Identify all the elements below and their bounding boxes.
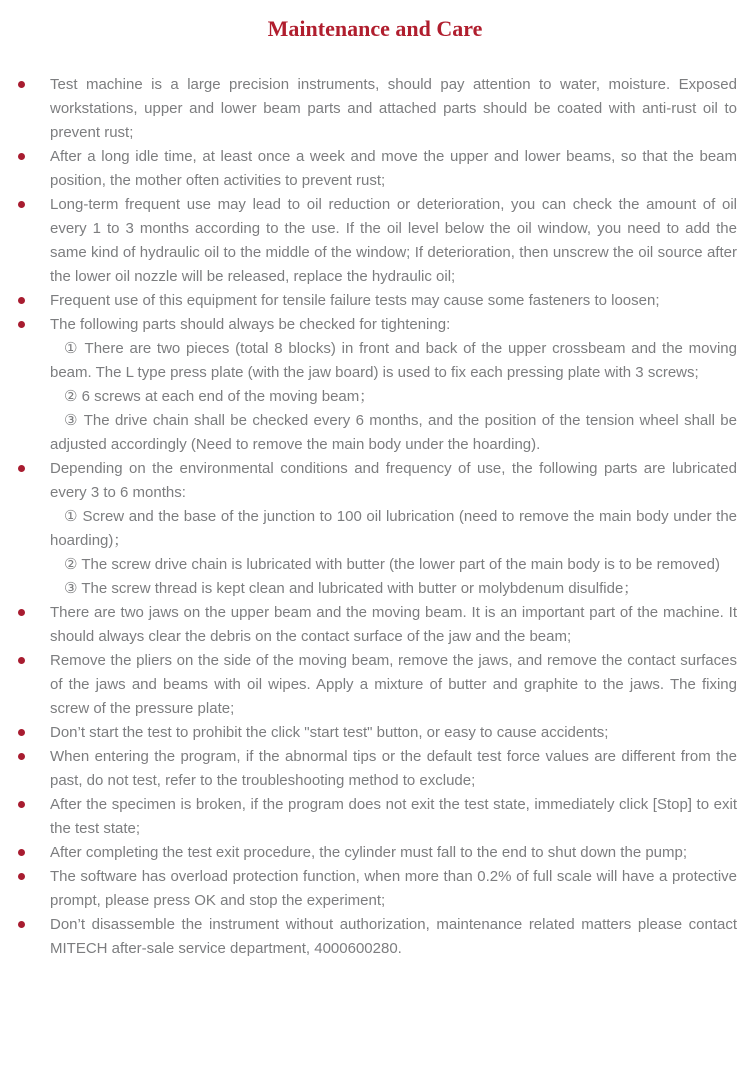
bullet-icon: [18, 609, 25, 616]
bullet-icon: [18, 153, 25, 160]
list-item: [50, 721, 737, 745]
list-item: [50, 793, 737, 841]
bullet-icon: [18, 801, 25, 808]
bullet-icon: [18, 201, 25, 208]
list-subitem: ③ The screw thread is kept clean and lubricated with butter or molybdenum disulfide；: [64, 580, 639, 597]
list-item-text: The software has overload protection function, when more than 0.2% of full scale will have a protective prompt, please press OK and stop the experiment;: [50, 868, 737, 909]
bullet-list: [0, 73, 750, 961]
list-item-text: After completing the test exit procedure, the cylinder must fall to the end to shut down the pump;: [50, 844, 688, 861]
bullet-icon: [18, 849, 25, 856]
list-item-text: Frequent use of this equipment for tensile failure tests may cause some fasteners to loosen;: [50, 292, 660, 309]
page-title: Maintenance and Care: [267, 16, 483, 41]
list-item-text: After a long idle time, at least once a week and move the upper and lower beams, so that the beam position, the mother often activities to prevent rust;: [50, 148, 737, 189]
list-item-text: Don’t disassemble the instrument without authorization, maintenance related matters please contact MITECH after-sale service department, 4000600280.: [50, 916, 737, 957]
bullet-icon: [18, 465, 25, 472]
list-item-text: The following parts should always be checked for tightening:: [50, 316, 451, 333]
list-subitem: ③ The drive chain shall be checked every 6 months, and the position of the tension wheel shall be adjusted accordingly (Need to remove the main body under the hoarding).: [50, 412, 737, 453]
bullet-icon: [18, 753, 25, 760]
list-item: [50, 73, 737, 145]
list-item: [50, 145, 737, 193]
list-item: [50, 289, 737, 313]
list-item: [50, 457, 737, 505]
bullet-icon: [18, 921, 25, 928]
bullet-icon: [18, 729, 25, 736]
list-item: [50, 313, 737, 337]
bullet-icon: [18, 873, 25, 880]
bullet-icon: [18, 657, 25, 664]
list-subitem: ② 6 screws at each end of the moving beam；: [64, 388, 375, 405]
list-item-text: After the specimen is broken, if the program does not exit the test state, immediately click [Stop] to exit the test state;: [50, 796, 737, 837]
list-item: [50, 745, 737, 793]
list-item: [50, 913, 737, 961]
list-subitem: ② The screw drive chain is lubricated with butter (the lower part of the main body is to be removed): [64, 556, 720, 573]
list-item-text: When entering the program, if the abnormal tips or the default test force values are different from the past, do not test, refer to the troubleshooting method to exclude;: [50, 748, 737, 789]
bullet-icon: [18, 321, 25, 328]
list-item: [50, 193, 737, 289]
list-item-text: Test machine is a large precision instruments, should pay attention to water, moisture. Exposed workstations, upper and lower beam parts and attached parts should be coated with anti-rust oil to prevent rust;: [50, 76, 737, 141]
bullet-icon: [18, 81, 25, 88]
list-item: [50, 601, 737, 649]
list-item-text: Remove the pliers on the side of the moving beam, remove the jaws, and remove the contact surfaces of the jaws and beams with oil wipes. Apply a mixture of butter and graphite to the jaws. The fixing screw of the pressure plate;: [50, 652, 737, 717]
list-item-text: There are two jaws on the upper beam and the moving beam. It is an important part of the machine. It should always clear the debris on the contact surface of the jaw and the beam;: [50, 604, 737, 645]
bullet-icon: [18, 297, 25, 304]
list-item-text: Don’t start the test to prohibit the click "start test" button, or easy to cause accidents;: [50, 724, 609, 741]
list-item: [50, 649, 737, 721]
list-item-text: Depending on the environmental conditions and frequency of use, the following parts are lubricated every 3 to 6 months:: [50, 460, 737, 501]
list-item-text: Long-term frequent use may lead to oil reduction or deterioration, you can check the amount of oil every 1 to 3 months according to the use. If the oil level below the oil window, you need to add the same kind of hydraulic oil to the middle of the window; If deterioration, then unscrew the oil source after the lower oil nozzle will be released, replace the hydraulic oil;: [50, 196, 737, 285]
list-item: [50, 865, 737, 913]
list-item: [50, 841, 737, 865]
list-subitem: ① There are two pieces (total 8 blocks) in front and back of the upper crossbeam and the moving beam. The L type press plate (with the jaw board) is used to fix each pressing plate with 3 screws;: [50, 340, 737, 381]
list-subitem: ① Screw and the base of the junction to 100 oil lubrication (need to remove the main body under the hoarding)；: [50, 508, 737, 549]
